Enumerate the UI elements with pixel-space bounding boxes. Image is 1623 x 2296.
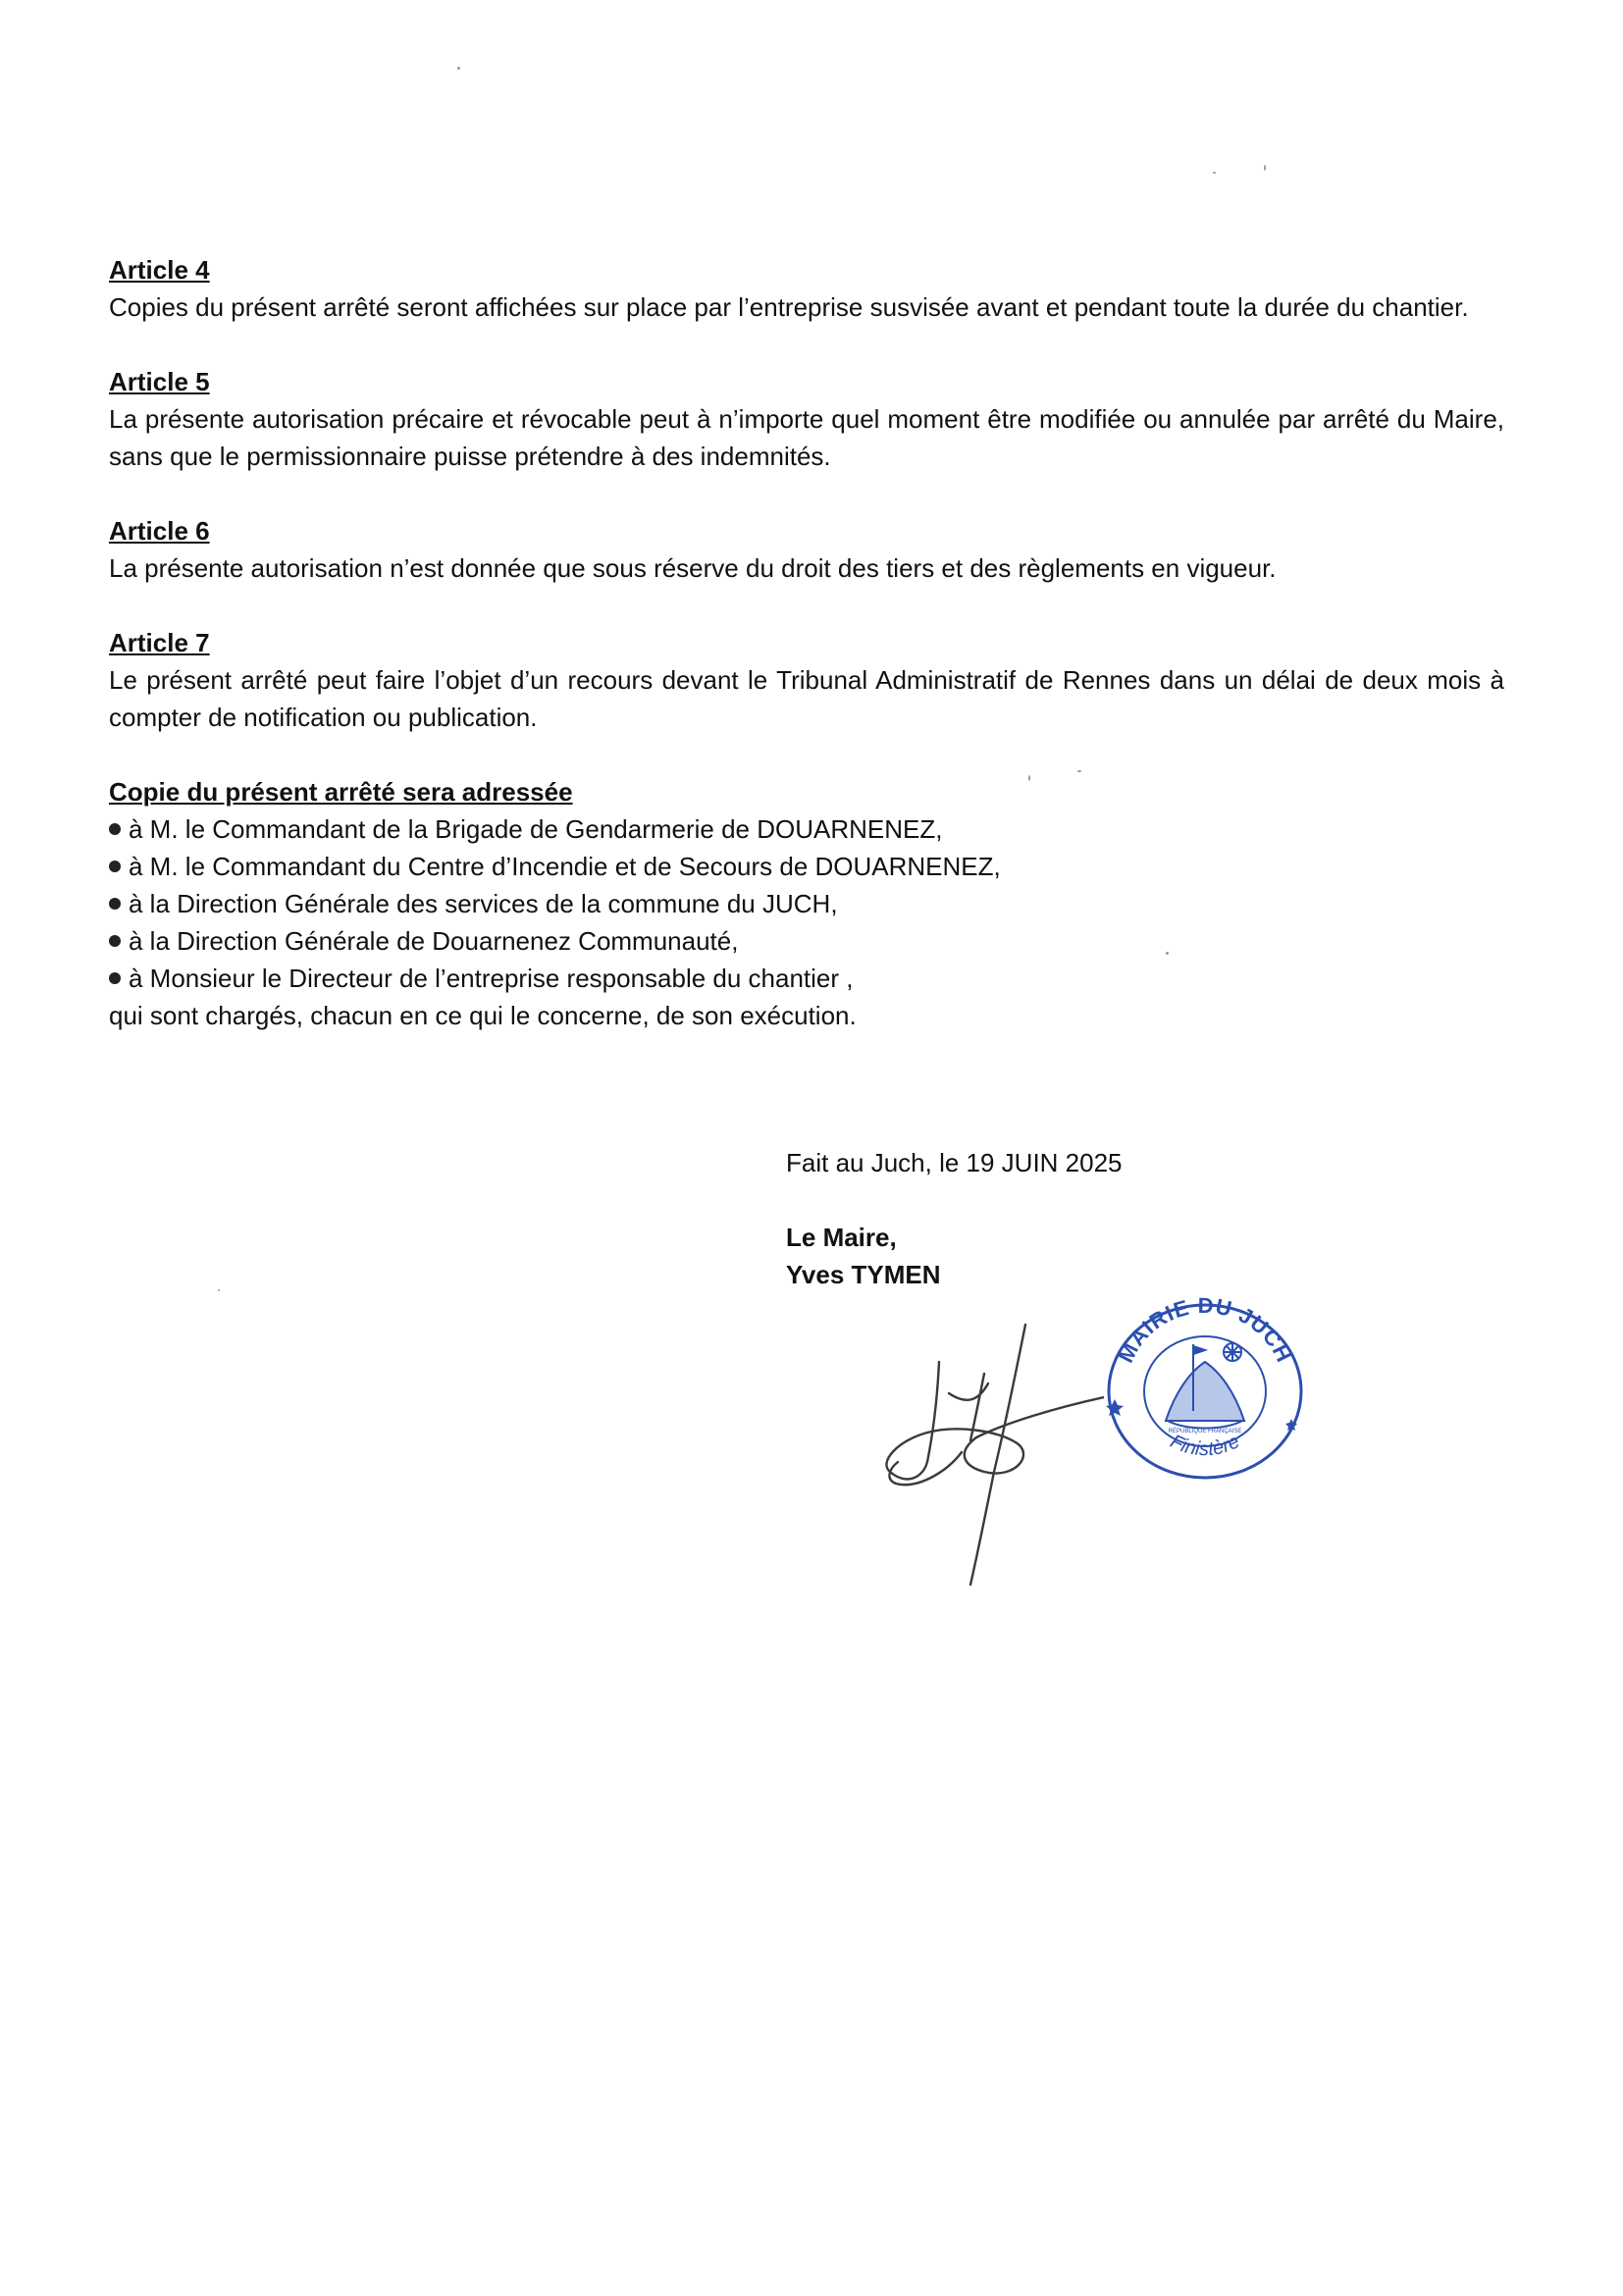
- handwritten-signature: [868, 1315, 1104, 1590]
- scan-speck: [218, 1289, 220, 1291]
- list-item: [109, 922, 1504, 960]
- official-stamp: [1097, 1293, 1313, 1489]
- article-5: [109, 363, 1504, 475]
- recipients-list: [109, 810, 1504, 997]
- list-item: [109, 960, 1504, 997]
- article-text: Le présent arrêté peut faire l’objet d’un recours devant le Tribunal Administratif de Rennes dans un délai de deux mois à compter de notification ou publication.: [109, 665, 1504, 732]
- bullet-icon: [109, 972, 121, 984]
- stamp-top-text: MAIRIE DU JUCH: [1113, 1293, 1297, 1367]
- bullet-icon: [109, 935, 121, 947]
- list-item: [109, 848, 1504, 885]
- stamp-inner-text: RÉPUBLIQUE FRANÇAISE: [1168, 1429, 1242, 1435]
- article-4: [109, 251, 1504, 326]
- article-title: Article 6: [109, 516, 210, 546]
- signatory-title: Le Maire,: [786, 1223, 897, 1252]
- signature-block: [786, 1144, 1123, 1293]
- scan-speck: [1264, 165, 1266, 171]
- scan-speck: [1166, 952, 1169, 955]
- recipient-text: à M. le Commandant de la Brigade de Gendarmerie de DOUARNENEZ,: [129, 814, 943, 844]
- list-item: [109, 810, 1504, 848]
- list-item: [109, 885, 1504, 922]
- article-text: Copies du présent arrêté seront affichées sur place par l’entreprise susvisée avant et pendant toute la durée du chantier.: [109, 292, 1469, 322]
- article-text: La présente autorisation n’est donnée que sous réserve du droit des tiers et des règlements en vigueur.: [109, 553, 1277, 583]
- bullet-icon: [109, 861, 121, 872]
- article-title: Article 7: [109, 628, 210, 657]
- svg-text:Finistère: [1167, 1431, 1243, 1460]
- recipient-text: à Monsieur le Directeur de l’entreprise responsable du chantier ,: [129, 964, 854, 993]
- article-text: La présente autorisation précaire et révocable peut à n’importe quel moment être modifiée ou annulée par arrêté du Maire, sans que le permissionnaire puisse prétendre à des indemnités.: [109, 404, 1504, 471]
- date-line: Fait au Juch, le 19 JUIN 2025: [786, 1148, 1123, 1177]
- scan-speck: [457, 67, 460, 70]
- scan-speck: [1213, 172, 1216, 174]
- scan-speck: [1028, 775, 1030, 781]
- recipient-text: à M. le Commandant du Centre d’Incendie et de Secours de DOUARNENEZ,: [129, 852, 1001, 881]
- copies-section: [109, 773, 1504, 1034]
- scan-speck: [1077, 770, 1081, 772]
- article-title: Article 5: [109, 367, 210, 396]
- signatory-name: Yves TYMEN: [786, 1260, 941, 1289]
- copies-title: Copie du présent arrêté sera adressée: [109, 777, 573, 807]
- article-6: [109, 512, 1504, 587]
- bullet-icon: [109, 898, 121, 910]
- closing-sentence: qui sont chargés, chacun en ce qui le concerne, de son exécution.: [109, 1001, 857, 1030]
- recipient-text: à la Direction Générale des services de la commune du JUCH,: [129, 889, 838, 918]
- bullet-icon: [109, 823, 121, 835]
- article-title: Article 4: [109, 255, 210, 285]
- recipient-text: à la Direction Générale de Douarnenez Communauté,: [129, 926, 739, 956]
- svg-text:MAIRIE DU JUCH: [1113, 1293, 1296, 1367]
- stamp-bottom-text: Finistère: [1167, 1431, 1243, 1461]
- document-body: [109, 251, 1504, 1034]
- article-7: [109, 624, 1504, 736]
